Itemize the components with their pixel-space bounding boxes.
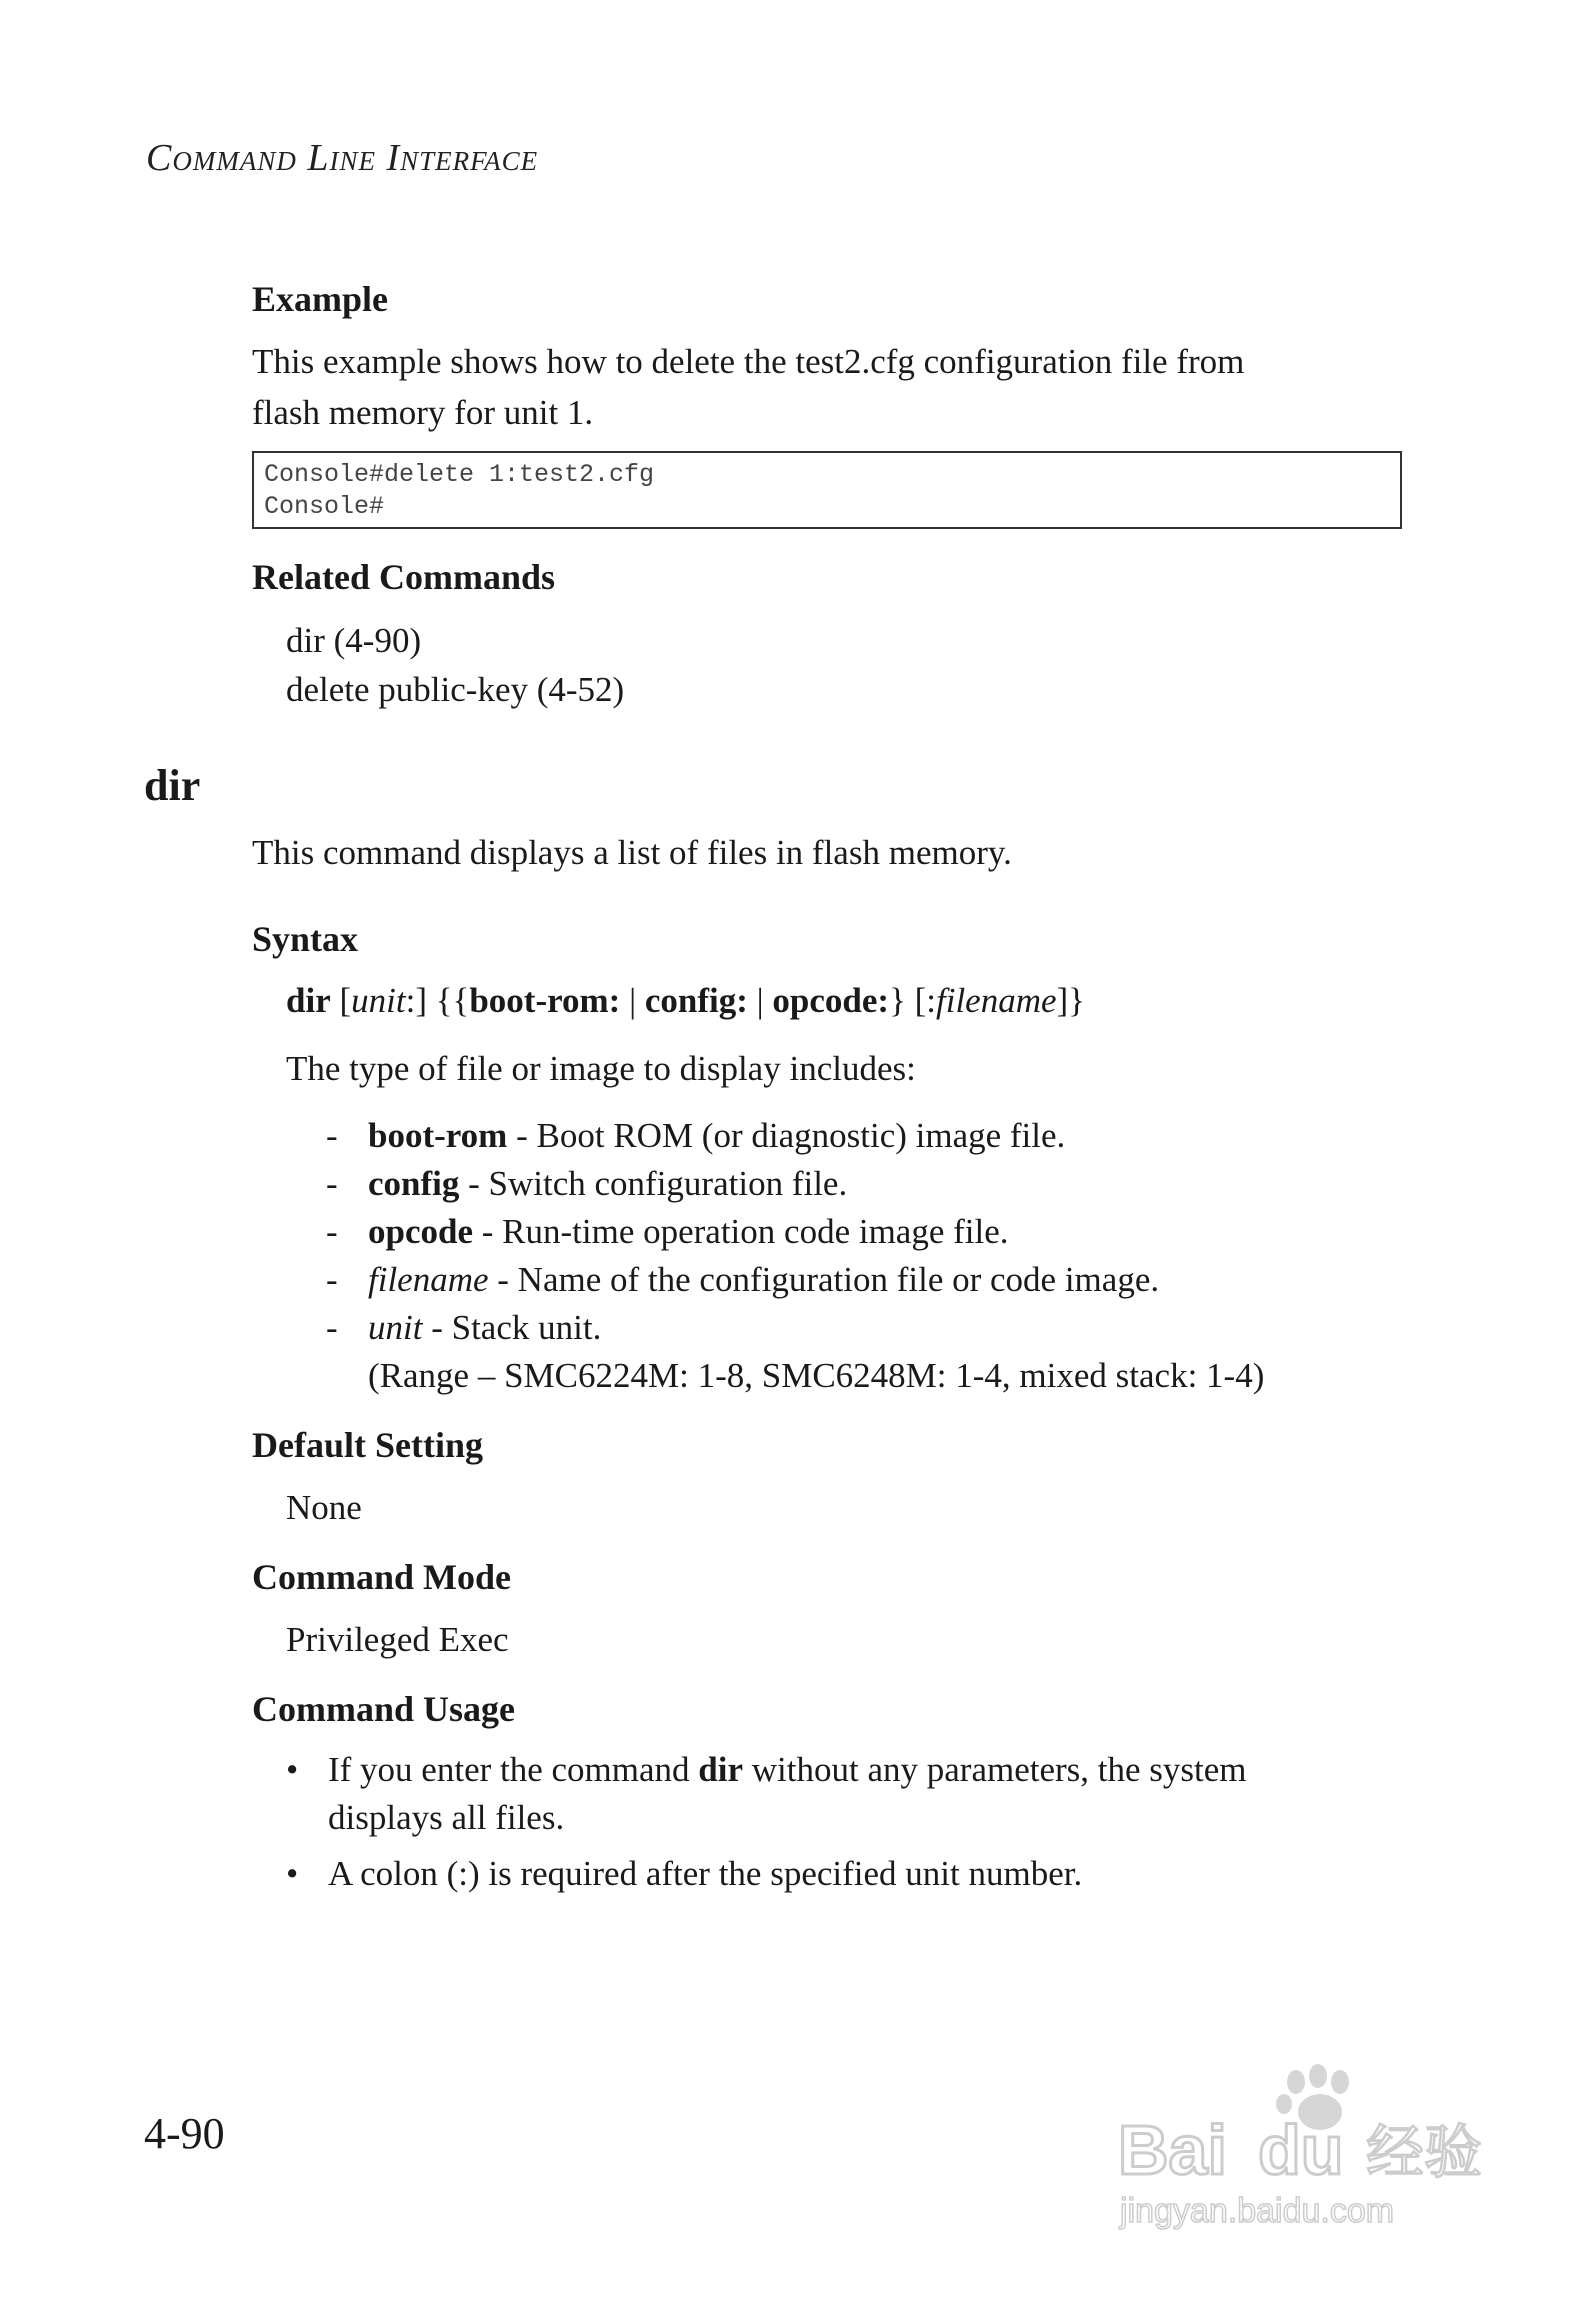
related-command-dir: dir (4-90) xyxy=(286,621,422,660)
list-dash: - xyxy=(326,1212,338,1251)
code-example-box xyxy=(252,451,1402,529)
related-command-delete-public-key: delete public-key (4-52) xyxy=(286,670,625,709)
list-desc: - Switch configuration file. xyxy=(459,1164,848,1203)
list-desc: - Run-time operation code image file. xyxy=(473,1212,1009,1251)
example-text-line1: This example shows how to delete the test2.cfg configuration file from xyxy=(252,342,1245,381)
range-note: (Range – SMC6224M: 1-8, SMC6248M: 1-4, mixed stack: 1-4) xyxy=(368,1356,1265,1395)
usage-bullet1-post: without any parameters, the system xyxy=(743,1750,1247,1789)
bullet-mark: • xyxy=(286,1750,299,1789)
page-number: 4-90 xyxy=(144,2109,225,2158)
usage-bullet xyxy=(286,1850,1247,1898)
example-heading: Example xyxy=(252,279,389,319)
list-item xyxy=(326,1304,1264,1352)
list-term: boot-rom xyxy=(368,1116,508,1155)
svg-text:jingyan.baidu.com: jingyan.baidu.com xyxy=(1120,2192,1395,2230)
syntax-heading: Syntax xyxy=(252,919,359,959)
usage-bullet1-line2: displays all files. xyxy=(328,1798,565,1837)
code-line-2: Console# xyxy=(264,492,385,521)
baidu-watermark-logo xyxy=(1118,2062,1498,2232)
list-item xyxy=(326,1160,1264,1208)
syntax-boot-rom: boot-rom: xyxy=(469,981,621,1020)
example-text-line2: flash memory for unit 1. xyxy=(252,393,594,432)
list-item xyxy=(326,1112,1264,1160)
svg-text:Bai: Bai xyxy=(1118,2111,1227,2189)
syntax-sep2: | xyxy=(747,981,773,1020)
svg-text:du: du xyxy=(1258,2111,1344,2189)
related-commands-heading: Related Commands xyxy=(252,557,555,597)
running-title: Command Line Interface xyxy=(146,137,539,179)
syntax-open-bracket: [ xyxy=(330,981,352,1020)
section-title-dir: dir xyxy=(144,761,201,810)
list-dash: - xyxy=(326,1260,338,1299)
syntax-unit-param: unit xyxy=(351,981,406,1020)
code-line-1: Console#delete 1:test2.cfg xyxy=(264,460,655,489)
syntax-sep1: | xyxy=(620,981,645,1020)
syntax-config: config: xyxy=(644,981,748,1020)
list-item xyxy=(326,1256,1264,1304)
list-desc: - Name of the configuration file or code image. xyxy=(488,1260,1160,1299)
command-usage-heading: Command Usage xyxy=(252,1689,516,1729)
usage-bullet2-text: A colon (:) is required after the specified unit number. xyxy=(328,1854,1083,1893)
bullet-mark: • xyxy=(286,1854,299,1893)
syntax-unit-close: :] {{ xyxy=(405,981,470,1020)
list-desc: - Stack unit. xyxy=(422,1308,602,1347)
list-dash: - xyxy=(326,1308,338,1347)
syntax-intro: The type of file or image to display includes: xyxy=(286,1049,916,1088)
file-type-list xyxy=(326,1112,1264,1400)
syntax-filename-param: filename xyxy=(936,981,1057,1020)
list-dash: - xyxy=(326,1164,338,1203)
command-mode-heading: Command Mode xyxy=(252,1557,511,1597)
syntax-line xyxy=(286,975,1085,1026)
svg-text:经验: 经验 xyxy=(1366,2118,1483,2186)
usage-bullet xyxy=(286,1746,1247,1794)
list-term: opcode xyxy=(368,1212,473,1251)
list-desc: - Boot ROM (or diagnostic) image file. xyxy=(507,1116,1066,1155)
syntax-cmd: dir xyxy=(286,981,331,1020)
list-term: config xyxy=(368,1164,460,1203)
list-item xyxy=(326,1208,1264,1256)
default-setting-heading: Default Setting xyxy=(252,1425,483,1465)
list-term: filename xyxy=(368,1260,489,1299)
usage-bullet1-pre: If you enter the command xyxy=(328,1750,699,1789)
list-dash: - xyxy=(326,1116,338,1155)
command-usage-list xyxy=(286,1746,1247,1898)
syntax-end: ]} xyxy=(1056,981,1085,1020)
usage-bullet1-cmd: dir xyxy=(698,1750,744,1789)
syntax-after-opcode: } [: xyxy=(889,981,936,1020)
list-term: unit xyxy=(368,1308,423,1347)
command-mode-value: Privileged Exec xyxy=(286,1620,509,1659)
syntax-opcode: opcode: xyxy=(772,981,890,1020)
dir-description: This command displays a list of files in flash memory. xyxy=(252,833,1012,872)
default-setting-value: None xyxy=(286,1488,362,1527)
